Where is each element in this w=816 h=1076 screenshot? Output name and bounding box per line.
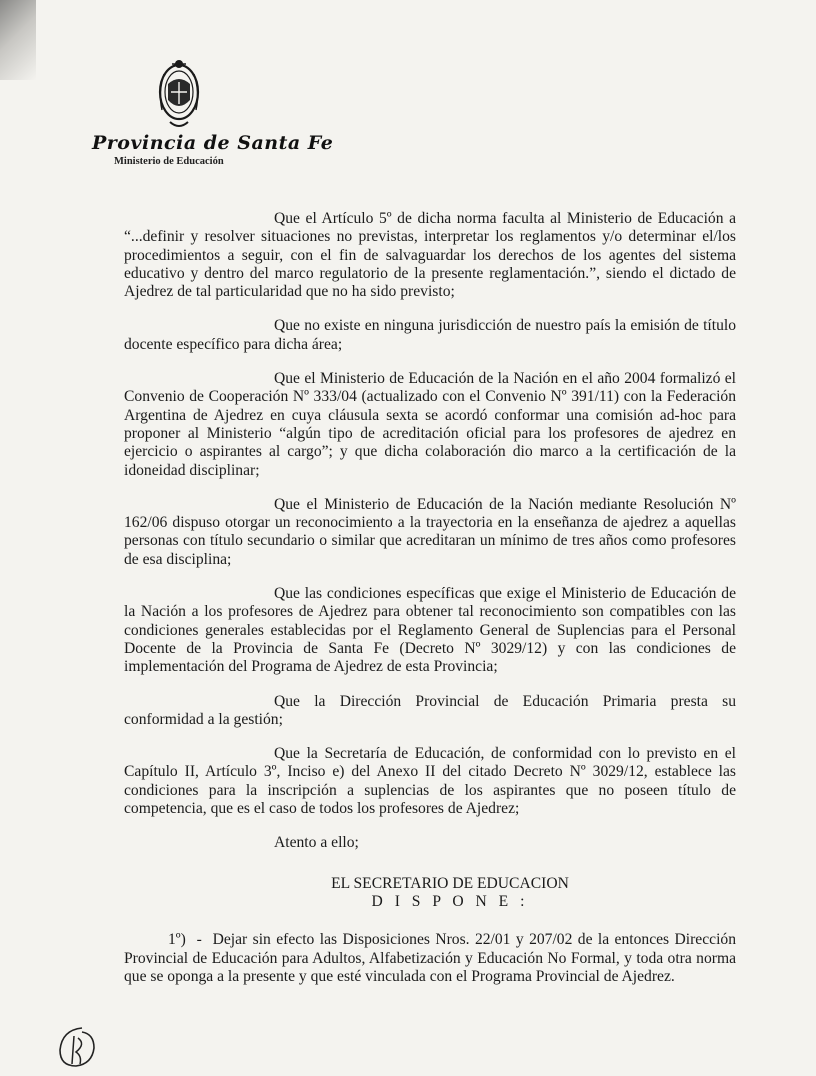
paragraph-4: Que el Ministerio de Educación de la Nación mediante Resolución Nº 162/06 dispuso otorgar un reconocimiento a la trayectoria en la enseñanza de ajedrez a aquellas personas con título secundario o similar que acreditaran un mínimo de tres años como profesores de esa disciplina; [124, 495, 736, 568]
heading-title: EL SECRETARIO DE EDUCACION [331, 874, 569, 892]
handwritten-initials-icon [52, 1020, 100, 1072]
paragraph-1: Que el Artículo 5º de dicha norma faculta al Ministerio de Educación a “...definir y resolver situaciones no previstas, interpretar los reglamentos y/o determinar el/los procedimientos a seguir, con el fin de salvaguardar los derechos de los agentes del sistema educativo y dentro del marco regulatorio de la presente reglamentación.”, siendo el dictado de Ajedrez de tal particularidad que no ha sido previsto; [124, 210, 736, 301]
paragraph-2: Que no existe en ninguna jurisdicción de nuestro país la emisión de título docente específico para dicha área; [124, 317, 736, 353]
article-1 [124, 931, 736, 986]
scan-shadow [0, 0, 36, 80]
document-body [124, 210, 736, 1002]
article-text: Dejar sin efecto las Disposiciones Nros. 22/01 y 207/02 de la entonces Dirección Provincial de Educación para Adultos, Alfabetización y Educación No Formal, y toda otra norma que se oponga a la presente y que esté vinculada con el Programa Provincial de Ajedrez. [124, 931, 736, 985]
heading-dispone: D I S P O N E : [371, 892, 529, 910]
paragraph-7: Que la Secretaría de Educación, de conformidad con lo previsto en el Capítulo II, Artículo 3º, Inciso e) del Anexo II del citado Decreto Nº 3029/12, establece las condiciones para la inscripción a suplencias de los aspirantes que no poseen título de competencia, que es el caso de todos los profesores de Ajedrez; [124, 745, 736, 818]
article-dash: - [196, 931, 202, 949]
paragraph-5: Que las condiciones específicas que exige el Ministerio de Educación de la Nación a los profesores de Ajedrez para obtener tal reconocimiento son compatibles con las condiciones generales establecidas por el Reglamento General de Suplencias para el Personal Docente de la Provincia de Santa Fe (Decreto Nº 3029/12) y con las condiciones de implementación del Programa de Ajedrez de esta Provincia; [124, 585, 736, 676]
provincial-seal-icon [156, 56, 202, 134]
atento-line: Atento a ello; [274, 834, 359, 852]
ministry-name: Ministerio de Educación [114, 156, 224, 167]
paragraph-6: Que la Dirección Provincial de Educación Primaria presta su conformidad a la gestión; [124, 692, 736, 728]
province-name: Provincia de Santa Fe [92, 132, 334, 154]
paragraph-3: Que el Ministerio de Educación de la Nación en el año 2004 formalizó el Convenio de Cooperación Nº 333/04 (actualizado con el Convenio Nº 391/11) con la Federación Argentina de Ajedrez en cuya cláusula sexta se acordó conformar una comisión ad-hoc para proponer al Ministerio “algún tipo de acreditación oficial para los profesores de ajedrez en ejercicio o aspirantes al cargo”; y que dicha colaboración dio marco a la certificación de la idoneidad disciplinar; [124, 370, 736, 479]
article-number: 1º) [168, 931, 186, 949]
resolution-heading [164, 875, 736, 912]
